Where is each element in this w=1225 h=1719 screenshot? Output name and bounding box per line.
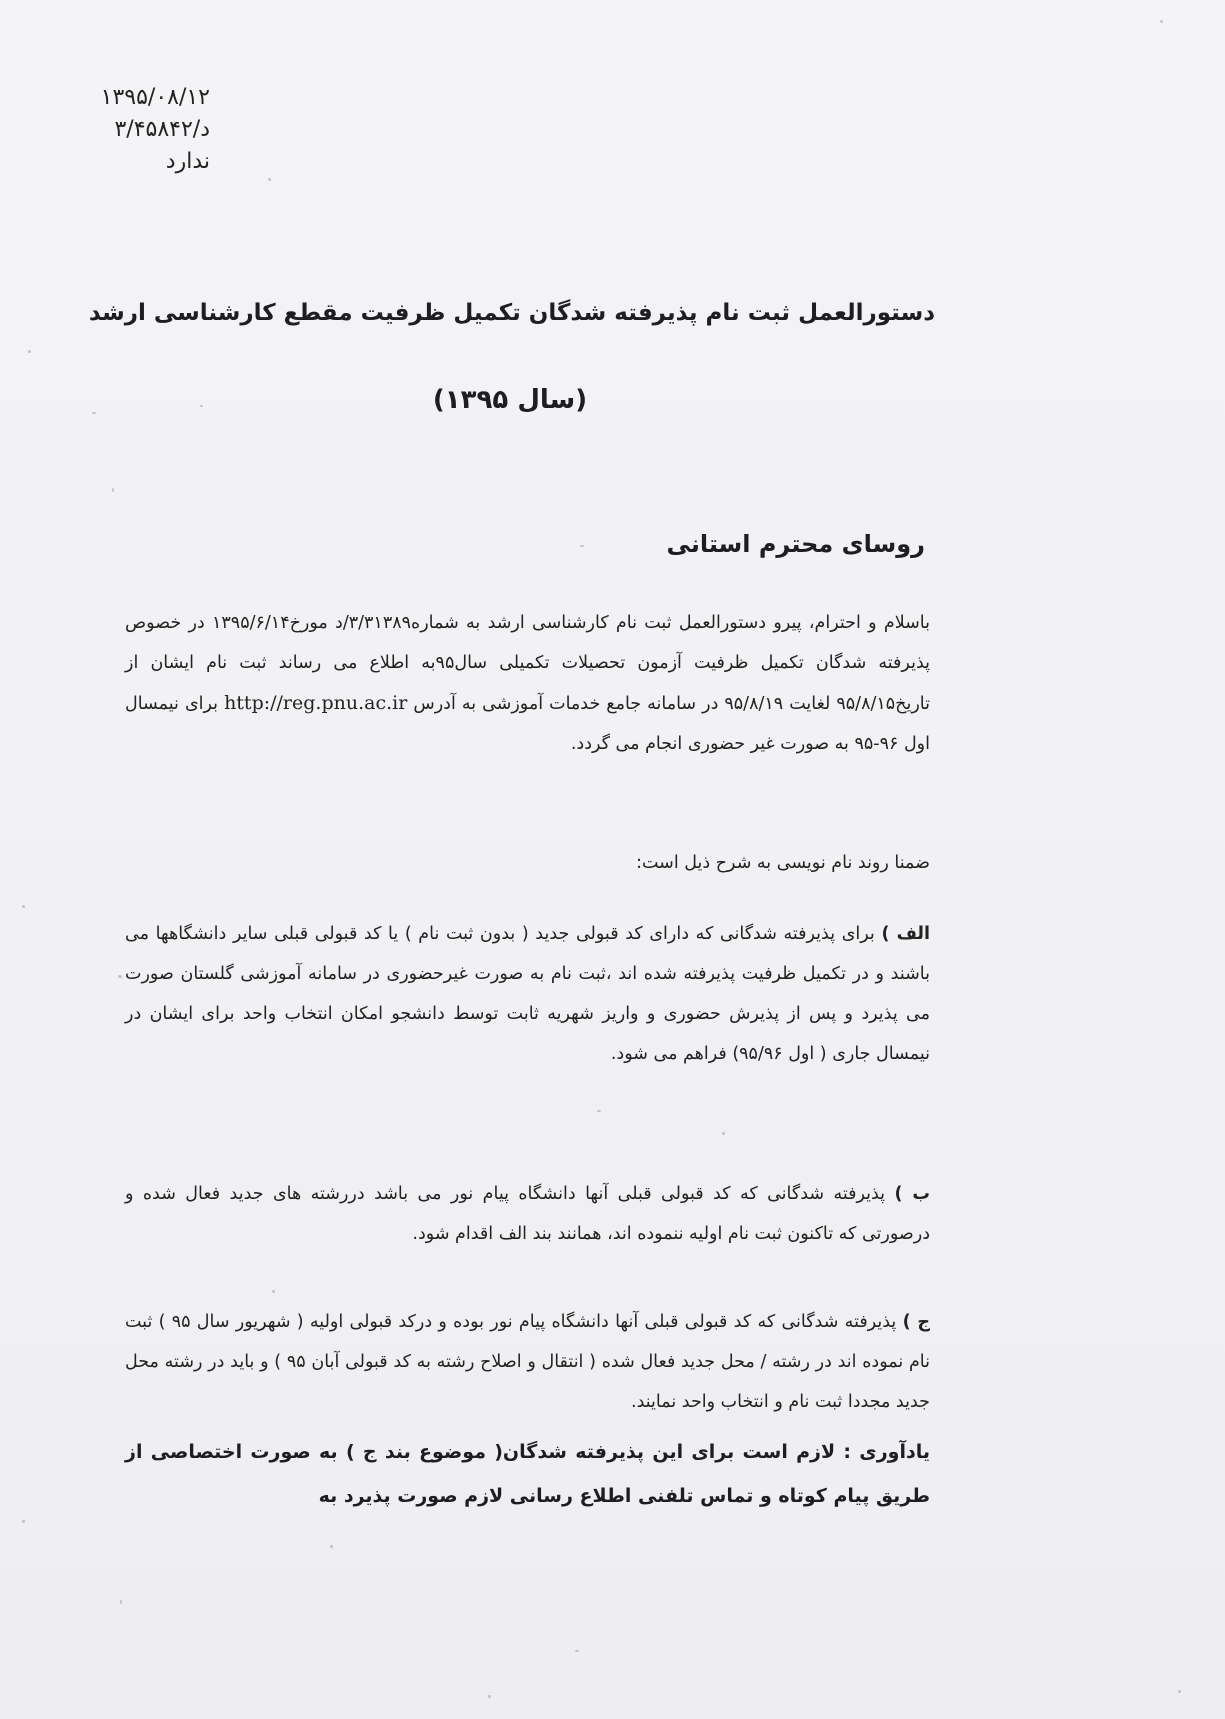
scan-speck	[112, 488, 114, 492]
scan-speck	[1178, 1690, 1181, 1693]
scan-speck	[268, 178, 271, 181]
letter-attachment: ندارد	[165, 149, 210, 174]
scan-speck	[330, 1545, 333, 1548]
registration-url: http://reg.pnu.ac.ir	[224, 692, 408, 714]
intro-text-continued: برای نیمسال اول ۹۶-۹۵ به صورت غیر حضوری انجام می گردد.	[125, 694, 930, 754]
document-year: (سال ۱۳۹۵)	[432, 385, 588, 415]
section-alef-label: الف )	[881, 924, 930, 944]
scan-speck	[22, 1520, 25, 1523]
letter-number: د/۳/۴۵۸۴۲	[114, 117, 210, 142]
process-note: ضمنا روند نام نویسی به شرح ذیل است:	[636, 853, 930, 873]
section-jim-label: ج )	[902, 1312, 930, 1332]
letter-date: ۱۳۹۵/۰۸/۱۲	[100, 85, 210, 110]
scan-speck	[1160, 20, 1163, 23]
scan-speck	[722, 1132, 725, 1135]
scan-speck	[488, 1695, 491, 1698]
document-title: دستورالعمل ثبت نام پذیرفته شدگان تکمیل ظرفیت مقطع کارشناسی ارشد	[88, 300, 935, 326]
section-jim-text: پذیرفته شدگانی که کد قبولی قبلی آنها دانشگاه پیام نور بوده و درکد قبولی اولیه ( شهریور سال ۹۵ ) ثبت نام نموده اند در رشته / محل جدید فعال شده ( انتقال و اصلاح رشته به کد قبولی آبان ۹۵ ) و باید در رشته محل جدید مجددا ثبت نام و انتخاب واحد نمایند.	[125, 1312, 931, 1412]
scan-speck	[200, 405, 203, 407]
scan-speck	[272, 1290, 275, 1293]
section-be-text: پذیرفته شدگانی که کد قبولی قبلی آنها دانشگاه پیام نور می باشد دررشته های جدید فعال شده و درصورتی که تاکنون ثبت نام اولیه ننموده اند، همانند بند الف اقدام شود.	[125, 1184, 930, 1244]
scan-speck	[597, 1110, 601, 1112]
section-alef-text: برای پذیرفته شدگانی که دارای کد قبولی جدید ( بدون ثبت نام ) یا کد قبولی قبلی سایر دانشگاهها می باشند و در تکمیل ظرفیت پذیرفته شده اند ،ثبت نام به صورت غیرحضوری در سامانه آموزشی گلستان صورت می پذیرد و پس از پذیرش حضوری و واریز شهریه ثابت توسط دانشجو امکان انتخاب واحد برای ایشان در نیمسال جاری ( اول ۹۵/۹۶) فراهم می شود.	[125, 924, 930, 1064]
intro-text: باسلام و احترام، پیرو دستورالعمل ثبت نام کارشناسی ارشد به شماره۳/۳۱۳۸۹/د مورخ۱۳۹۵/۶/۱۴ در خصوص پذیرفته شدگان تکمیل ظرفیت آزمون تحصیلات تکمیلی سال۹۵به اطلاع می رساند ثبت نام ایشان از تاریخ۹۵/۸/۱۵ لغایت ۹۵/۸/۱۹ در سامانه جامع خدمات آموزشی به آدرس	[125, 613, 931, 714]
section-be	[125, 1174, 930, 1254]
intro-paragraph	[125, 603, 930, 764]
salutation: روسای محترم استانی	[666, 530, 925, 558]
scan-speck	[575, 1650, 579, 1652]
section-be-label: ب )	[894, 1184, 930, 1204]
reminder-note: یادآوری : لازم است برای این پذیرفته شدگان( موضوع بند ج ) به صورت اختصاصی از طریق پیام کوتاه و تماس تلفنی اطلاع رسانی لازم صورت پذیرد به	[125, 1441, 930, 1507]
scan-speck	[22, 905, 25, 908]
scan-speck	[28, 350, 31, 353]
scan-speck	[580, 545, 584, 547]
scan-speck	[92, 412, 96, 414]
scan-speck	[120, 1600, 122, 1604]
letter-meta	[60, 82, 210, 178]
section-alef	[125, 914, 930, 1074]
scan-speck	[118, 975, 122, 978]
section-jim	[125, 1302, 930, 1422]
